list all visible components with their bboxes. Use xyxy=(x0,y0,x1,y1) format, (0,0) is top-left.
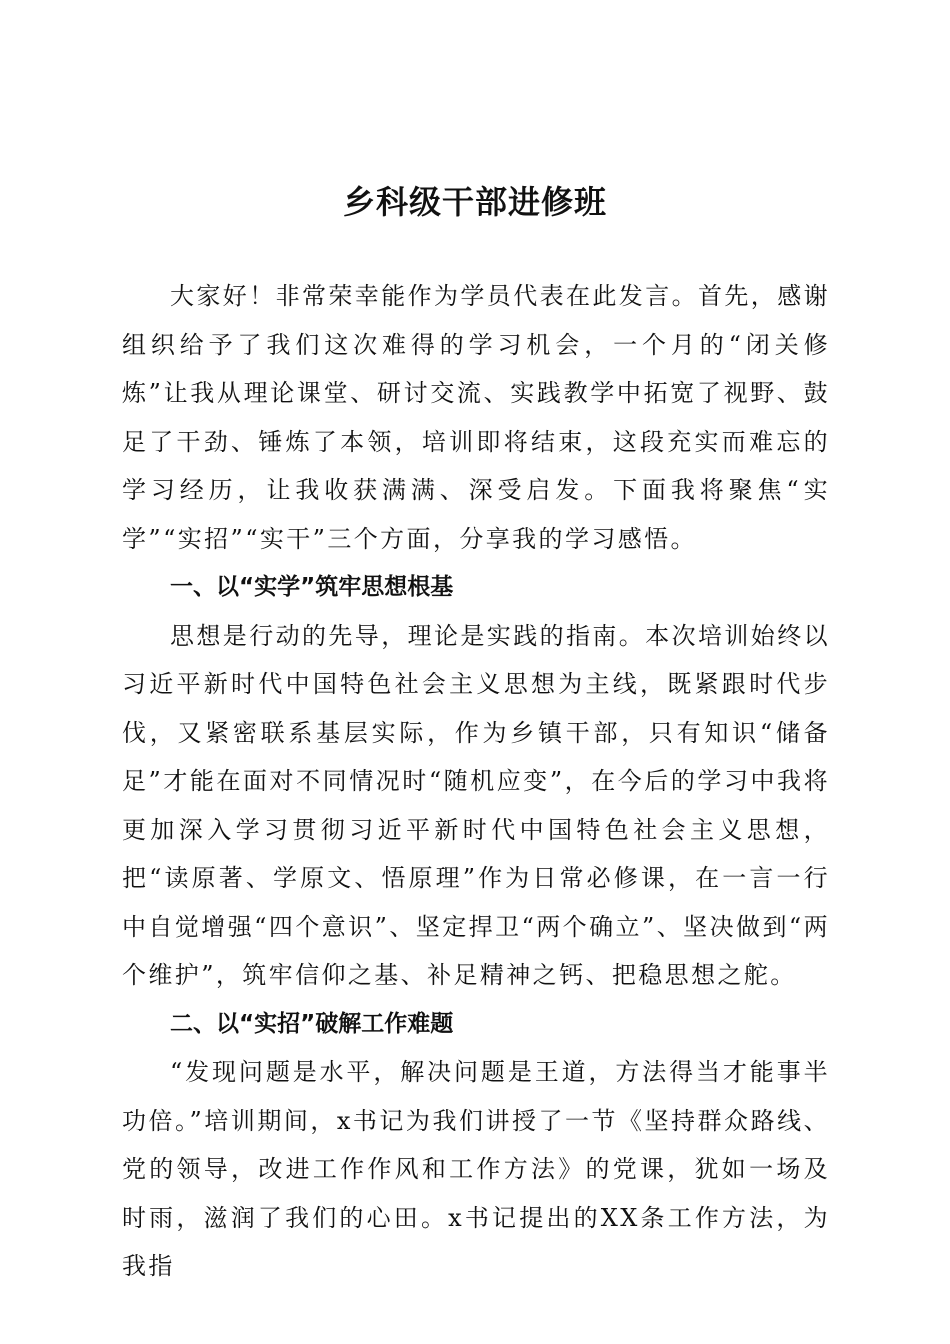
document-title: 乡科级干部进修班 xyxy=(342,183,607,221)
section-heading-2: 二、以“实招”破解工作难题 xyxy=(170,1010,454,1037)
document-body xyxy=(122,272,830,1291)
paragraph-section-1: 思想是行动的先导，理论是实践的指南。本次培训始终以习近平新时代中国特色社会主义思想为主线，既紧跟时代步伐，又紧密联系基层实际，作为乡镇干部，只有知识“储备足”才能在面对不同情况时“随机应变”，在今后的学习中我将更加深入学习贯彻习近平新时代中国特色社会主义思想，把“读原著、学原文、悟原理”作为日常必修课，在一言一行中自觉增强“四个意识”、坚定捍卫“两个确立”、坚决做到“两个维护”，筑牢信仰之基、补足精神之钙、把稳思想之舵。 xyxy=(122,621,830,989)
section-heading-1: 一、以“实学”筑牢思想根基 xyxy=(170,574,454,600)
paragraph-intro: 大家好！非常荣幸能作为学员代表在此发言。首先，感谢组织给予了我们这次难得的学习机会，一个月的“闭关修炼”让我从理论课堂、研讨交流、实践教学中拓宽了视野、鼓足了干劲、锤炼了本领，培训即将结束，这段充实而难忘的学习经历，让我收获满满、深受启发。下面我将聚焦“实学”“实招”“实干”三个方面，分享我的学习感悟。 xyxy=(122,282,830,553)
paragraph-section-2: “发现问题是水平，解决问题是王道，方法得当才能事半功倍。”培训期间，x书记为我们讲授了一节《坚持群众路线、党的领导，改进工作作风和工作方法》的党课，犹如一场及时雨，滋润了我们的心田。x书记提出的XX条工作方法，为我指 xyxy=(122,1058,830,1280)
